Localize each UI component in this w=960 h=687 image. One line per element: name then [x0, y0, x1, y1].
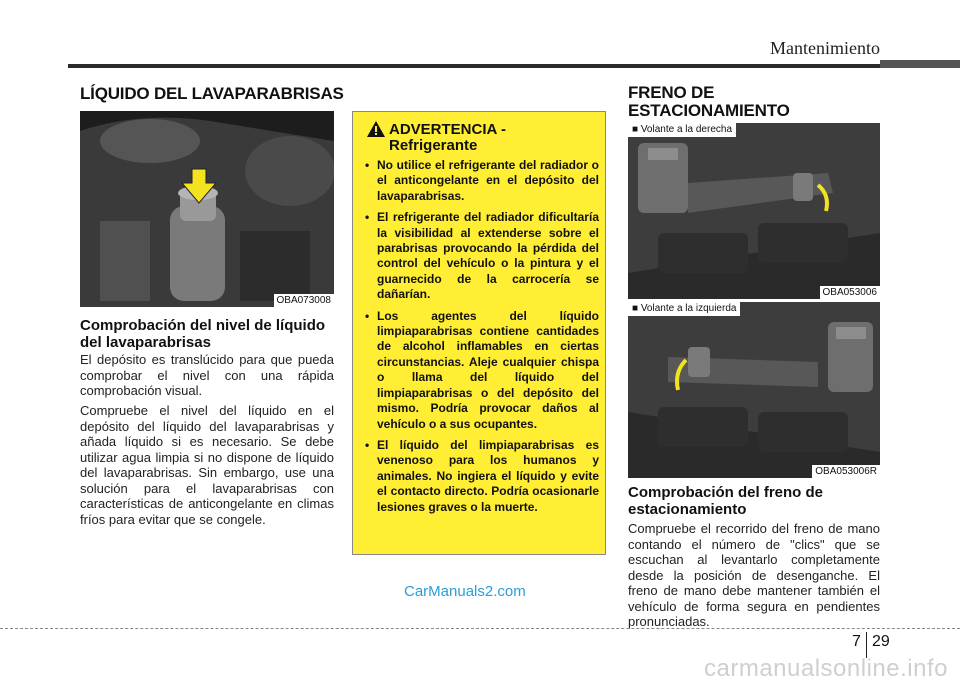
subtitle-check-parking-brake: Comprobación del freno de estacionamiento	[628, 484, 824, 518]
subtitle-check-washer-level: Comprobación del nivel de líquido del lavaparabrisas	[80, 317, 326, 351]
section-title-parking-brake: FRENO DE ESTACIONAMIENTO	[628, 83, 790, 120]
footer-rule	[0, 628, 960, 629]
warning-box	[352, 111, 606, 555]
photo-code-label: OBA053006R	[812, 465, 880, 478]
engine-bay-illustration	[80, 111, 334, 307]
console-illustration-lhd	[628, 302, 880, 478]
paragraph-reservoir: El depósito es translúcido para que pueda comprobar el nivel con una rápida comprobación visual.	[80, 352, 334, 398]
steering-side-tag: ■ Volante a la derecha	[628, 123, 736, 137]
section-title-washer-fluid: LÍQUIDO DEL LAVAPARABRISAS	[80, 84, 344, 103]
page-number: 29	[872, 633, 890, 650]
paragraph-parking-brake: Compruebe el recorrido del freno de mano contando el número de "clics" que se escuchan al levantarlo completamente desde la posición de desenganche. El freno de mano debe mantener también el vehículo de forma segura en pendientes pronunciadas.	[628, 521, 880, 629]
header-tab	[880, 60, 960, 68]
watermark-link[interactable]: CarManuals2.com	[404, 583, 526, 600]
warning-item: • Los agentes del líquido limpiaparabrisas contiene cantidades de alcohol inflamables en ciertas circunstancias. Aleje cualquier chispa o llama del líquido del limpiaparabrisas o del depósito del mismo. Podría provocar daños al vehículo o a sus ocupantes.	[365, 309, 599, 432]
parking-brake-rhd-photo	[628, 123, 880, 299]
warning-item: • No utilice el refrigerante del radiador o el anticongelante en el depósito del lavaparabrisas.	[365, 158, 599, 204]
photo-code-label: OBA073008	[274, 294, 335, 307]
parking-brake-lhd-photo	[628, 302, 880, 478]
header-rule	[68, 64, 880, 68]
warning-item: • El refrigerante del radiador dificultaría la visibilidad al extenderse sobre el parabrisas provocando la pérdida del control del vehículo o la pintura y el guarnecido de la carrocería se dañarían.	[365, 210, 599, 302]
warning-title: ADVERTENCIA - Refrigerante	[389, 121, 506, 154]
running-header: Mantenimiento	[770, 38, 880, 58]
warning-list	[365, 158, 599, 521]
watermark-bottom: carmanualsonline.info	[704, 655, 948, 682]
warning-triangle-icon	[367, 121, 385, 142]
paragraph-check-level: Compruebe el nivel del líquido en el depósito del líquido del lavaparabrisas y añada líquido si es necesario. Se debe utilizar agua limpia si no dispone de líquido del lavaparabrisas. Sin embargo, use una solución para el lavaparabrisas con características de anticongelante en climas fríos para evitar que se congele.	[80, 403, 334, 527]
steering-side-tag: ■ Volante a la izquierda	[628, 302, 740, 316]
washer-reservoir-photo	[80, 111, 334, 307]
console-illustration-rhd	[628, 123, 880, 299]
photo-code-label: OBA053006	[820, 286, 881, 299]
warning-item: • El líquido del limpiaparabrisas es venenoso para los humanos y animales. No ingiera el líquido y evite el contacto directo. Podría ocasionarle lesiones graves o la muerte.	[365, 438, 599, 515]
chapter-number: 7	[852, 633, 861, 650]
